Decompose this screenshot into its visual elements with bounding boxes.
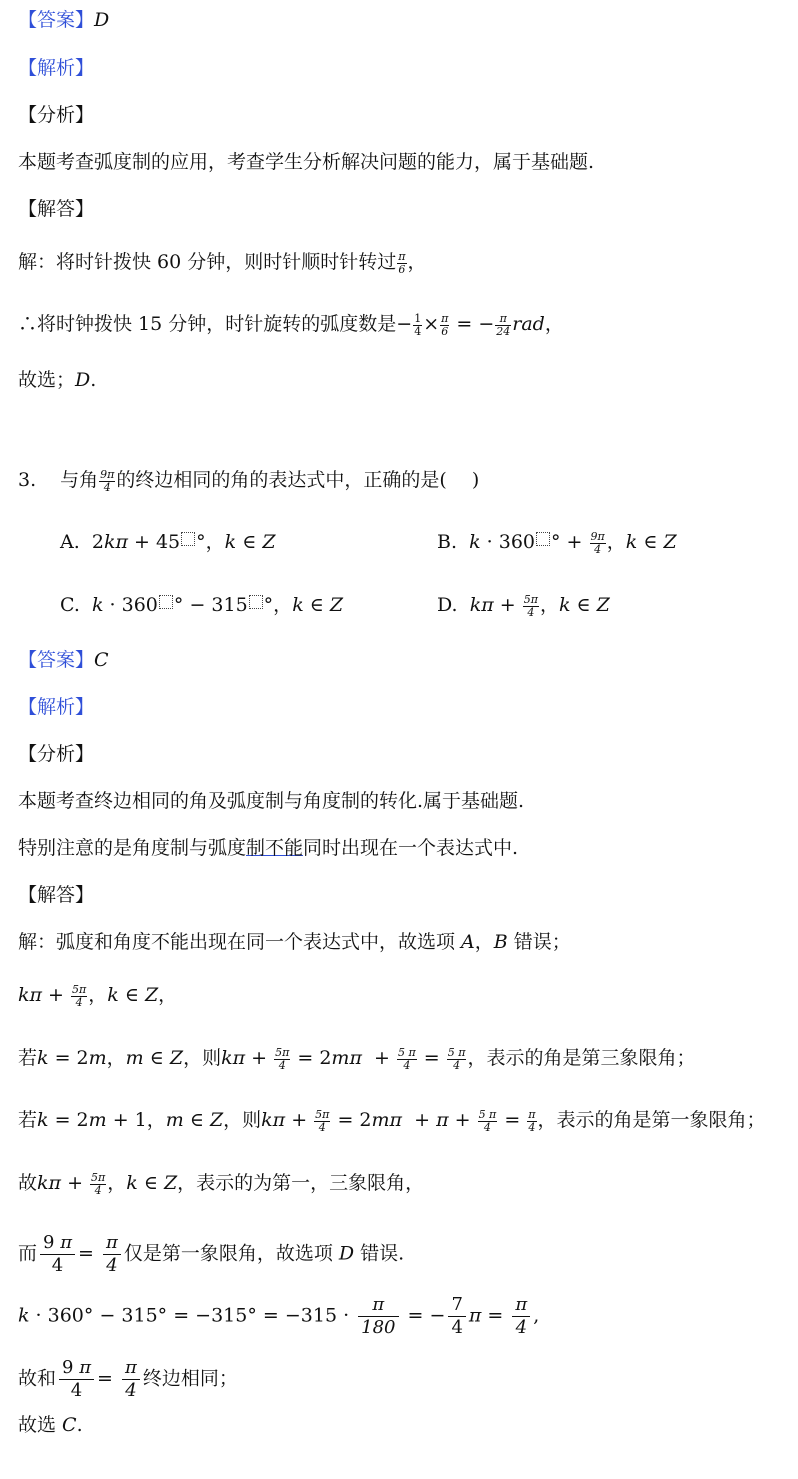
solution-text: 解：弧度和角度不能出现在同一个表达式中，故选项 [18, 931, 462, 953]
answer-tag: 【答案】 [18, 649, 95, 671]
solution-text: 错误； [507, 931, 571, 953]
solution-text: 错误. [354, 1242, 405, 1265]
q3-fenxi-text: 本题考查终边相同的角及弧度制与角度制的转化.属于基础题. [18, 790, 525, 812]
q3-answer-line [18, 648, 109, 672]
q2-select-line [18, 368, 96, 392]
q3-solution-line-2: kπ + $\frac{5\pi}{4}$ ，k ∈ Z， [18, 982, 178, 1009]
punct: ， [544, 313, 564, 335]
select-letter: D [75, 369, 91, 391]
solution-text: 而 [18, 1242, 38, 1265]
fraction: $\frac{\pi}{6}$ [398, 249, 406, 276]
q3-stem [18, 468, 479, 494]
solution-text: ，表示的角是第三象限角； [467, 1047, 696, 1069]
q2-solution-line-1 [18, 250, 427, 276]
solution-text: 终边相同； [142, 1367, 238, 1390]
q2-analysis-tag[interactable]: 【解析】 [18, 57, 95, 79]
solution-text: 故和 [18, 1367, 57, 1390]
q3-solution-line-7: k · 360° − 315° = −315° = −315 · $\frac{\pi}{180}$ = − $\frac{7}{4}$ π = $\frac{\pi}{4}$ , [18, 1294, 540, 1338]
unit-rad: rad [512, 313, 545, 335]
question-number: 3. [18, 469, 37, 491]
stem-text: 的终边相同的角的表达式中，正确的是( ) [116, 469, 480, 491]
option-b[interactable]: B. k · 360 ° + $\frac{9\pi}{4}$ ，k ∈ Z [437, 529, 677, 556]
fraction: $\frac{\pi}{6}$ [441, 311, 449, 338]
fraction: $\frac{\pi}{4}$ [103, 1232, 121, 1277]
option-ref: B [493, 931, 508, 953]
select-text: 故选； [18, 369, 76, 391]
solution-text: ，表示的角是第一象限角； [537, 1109, 766, 1131]
q3-jieda-tag: 【解答】 [18, 884, 95, 906]
select-text: 故选 [18, 1414, 63, 1436]
fraction: $\frac{\pi}{24}$ [496, 311, 511, 338]
option-label: A. [60, 531, 80, 553]
punct: ， [407, 251, 427, 273]
q3-analysis-tag[interactable]: 【解析】 [18, 696, 95, 718]
answer-letter: C [94, 649, 109, 671]
fraction: $\frac{\pi}{4}$ [122, 1357, 140, 1402]
answer-tag: 【答案】 [18, 9, 95, 31]
note-text: 特别注意的是角度制与弧度 [18, 837, 247, 859]
answer-letter: D [94, 9, 110, 31]
q3-solution-line-8: 故和 $\frac{9 \pi}{4}$ = $\frac{\pi}{4}$ 终边相同； [18, 1357, 238, 1401]
q3-solution-line-5: 故kπ + $\frac{5\pi}{4}$ ，k ∈ Z，表示的为第一，三象限角， [18, 1170, 425, 1197]
q2-jieda-tag: 【解答】 [18, 198, 95, 220]
q3-solution-line-3: 若k = 2m，m ∈ Z，则kπ + $\frac{5\pi}{4}$ = 2mπ + $\frac{5 \pi}{4}$ = $\frac{5 \pi}{4}$ ，表示的角是第三象限角； [18, 1045, 696, 1072]
q2-fenxi-tag: 【分析】 [18, 104, 95, 126]
math-times: × [423, 313, 440, 335]
q3-solution-line-6: 而 $\frac{9 \pi}{4}$ = $\frac{\pi}{4}$ 仅是第一象限角，故选项 D 错误. [18, 1232, 405, 1276]
option-label: C. [60, 594, 80, 616]
q2-answer-line [18, 8, 109, 32]
note-text: 同时出现在一个表达式中. [303, 837, 519, 859]
q3-note [18, 836, 518, 860]
q2-solution-line-2 [18, 312, 564, 338]
punct: . [76, 1414, 83, 1436]
fraction: $\frac{1}{4}$ [414, 311, 422, 338]
punct: . [90, 369, 97, 391]
q2-fenxi-text: 本题考查弧度制的应用，考查学生分析解决问题的能力，属于基础题. [18, 151, 595, 173]
solution-text: ∴将时钟拨快 15 分钟，时针旋转的弧度数是 [18, 313, 397, 335]
stem-text: 与角 [60, 469, 99, 491]
fraction: $\frac{9\pi}{4}$ [100, 467, 115, 494]
solution-text: 解：将时针拨快 60 分钟，则时针顺时针转过 [18, 251, 397, 273]
note-underlined: 制不能 [246, 837, 304, 859]
option-label: B. [437, 531, 458, 553]
solution-text: ，表示的为第一，三象限角， [177, 1172, 425, 1194]
q3-final-select [18, 1413, 83, 1437]
option-label: D. [437, 594, 458, 616]
q3-fenxi-tag: 【分析】 [18, 743, 95, 765]
fraction: $\frac{9 \pi}{4}$ [40, 1232, 75, 1277]
select-letter: C [62, 1414, 77, 1436]
solution-text: 仅是第一象限角，故选项 [123, 1242, 339, 1265]
fraction: $\frac{9 \pi}{4}$ [59, 1357, 94, 1402]
math-equals: = − [450, 313, 495, 335]
q3-solution-line-4: 若k = 2m + 1，m ∈ Z，则kπ + $\frac{5\pi}{4}$ = 2mπ + π + $\frac{5 \pi}{4}$ = $\frac{\pi}{4}$ ，表示的角是第一象限角； [18, 1107, 766, 1134]
option-ref: A [461, 931, 475, 953]
option-c[interactable]: C. k · 360 ° − 315 °，k ∈ Z [60, 594, 344, 616]
option-d[interactable]: D. kπ + $\frac{5\pi}{4}$ ，k ∈ Z [437, 592, 610, 619]
q3-solution-line-1 [18, 930, 571, 954]
math-minus: − [396, 313, 413, 335]
option-ref: D [338, 1242, 355, 1265]
option-a[interactable]: A. 2kπ + 45 °，k ∈ Z [60, 531, 276, 553]
punct: ， [474, 931, 494, 953]
